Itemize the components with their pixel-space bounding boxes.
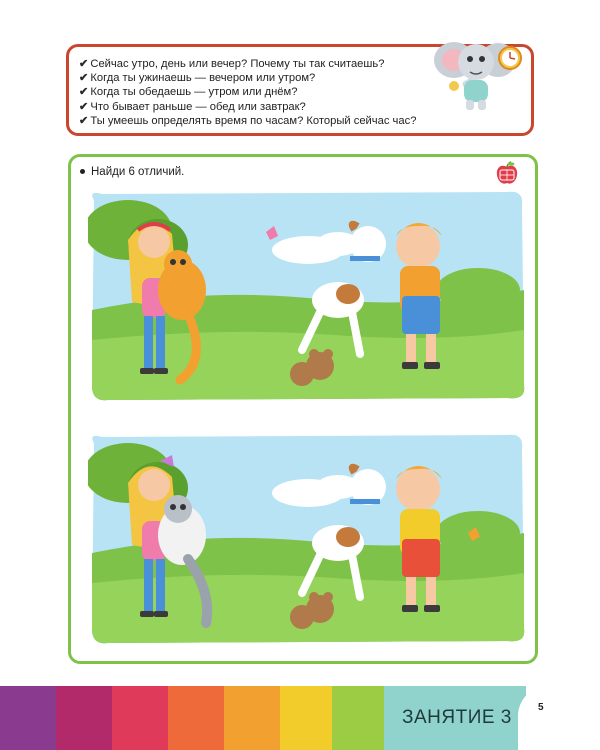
check-icon: ✔ [79, 114, 89, 127]
color-swatch [168, 686, 224, 750]
check-icon: ✔ [79, 100, 89, 113]
question-item: ✔ Когда ты обедаешь — утром или днём? [79, 86, 298, 99]
question-item: ✔ Ты умеешь определять время по часам? Который сейчас час? [79, 114, 417, 127]
check-icon: ✔ [79, 72, 89, 85]
lesson-label: ЗАНЯТИЕ 3 [384, 686, 526, 750]
color-swatch [224, 686, 280, 750]
check-icon: ✔ [79, 58, 89, 70]
question-item: ✔ Что бывает раньше — обед или завтрак? [79, 100, 306, 113]
question-item: ✔ Сейчас утро, день или вечер? Почему ты так считаешь? [79, 58, 385, 70]
apple-icon [494, 160, 520, 186]
question-item: ✔ Когда ты ужинаешь — вечером или утром? [79, 72, 316, 85]
bullet-icon [80, 169, 85, 174]
elephant-clock-icon [424, 28, 528, 114]
color-swatch [280, 686, 332, 750]
color-swatch [0, 686, 56, 750]
scene-bottom-illustration [88, 433, 526, 645]
questions-list [79, 57, 416, 128]
page-corner [518, 686, 600, 750]
page-number: 5 [538, 702, 544, 713]
check-icon: ✔ [79, 86, 89, 99]
color-swatch [56, 686, 112, 750]
task-text: Найди 6 отличий. [80, 166, 184, 178]
scene-top-illustration [88, 190, 526, 402]
color-swatch [332, 686, 384, 750]
color-swatch [112, 686, 168, 750]
